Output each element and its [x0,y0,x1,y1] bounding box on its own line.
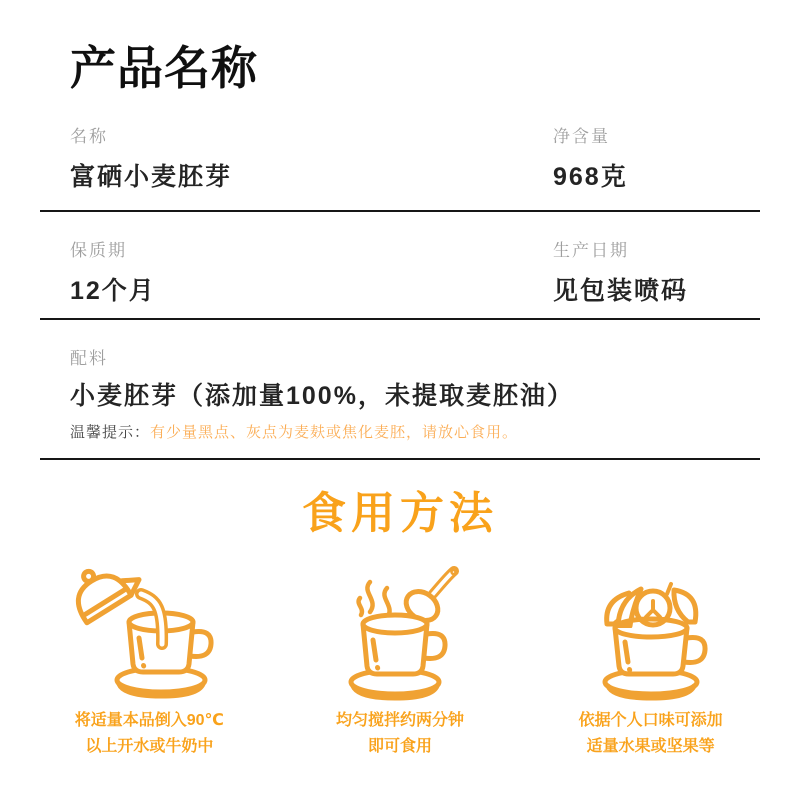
spec-cell-name [70,126,553,192]
spec-value: 968克 [553,163,628,191]
usage-section-title: 食用方法 [302,489,498,538]
spec-cell-net-weight [553,126,628,192]
usage-step-caption [336,708,464,760]
spec-value: 富硒小麦胚芽 [70,163,233,191]
spec-row-shelflife-date [40,212,760,320]
spec-row-name-weight [40,92,760,212]
caption-line-1: 均匀搅拌约两分钟 [336,712,465,729]
spec-label: 生产日期 [553,241,629,260]
caption-line-2: 以上开水或牛奶中 [85,738,214,755]
spec-cell-shelf-life [70,240,553,306]
spoon-stirring-bowl-icon [320,564,480,704]
caption-line-2: 即可食用 [368,738,433,755]
spec-label: 净含量 [553,127,610,146]
usage-step-caption [75,708,224,760]
spec-label: 名称 [70,127,108,146]
spec-value: 见包装喷码 [553,277,689,305]
spec-label: 保质期 [70,241,127,260]
kettle-pouring-cup-icon [69,564,229,704]
spec-value: 12个月 [70,277,156,305]
warm-tip-prefix: 温馨提示： [70,424,151,441]
page-title: 产品名称 [70,42,258,94]
caption-line-1: 依据个人口味可添加 [578,712,723,729]
usage-steps-row [0,564,800,760]
cup-with-fruits-icon [571,564,731,704]
usage-step-stir [275,564,526,760]
warm-tip-line [70,423,760,442]
caption-line-1: 将适量本品倒入90℃ [74,712,224,729]
spec-cell-production-date [553,240,688,306]
spec-table [40,92,760,460]
usage-step-add-fruits [525,564,776,760]
spec-row-ingredients [40,320,760,460]
usage-step-pour [24,564,275,760]
usage-step-caption [579,708,723,760]
caption-line-2: 适量水果或坚果等 [586,738,715,755]
spec-label: 配料 [70,349,108,368]
spec-value-ingredients: 小麦胚芽（添加量100%，未提取麦胚油） [70,382,574,410]
warm-tip-text: 有少量黑点、灰点为麦麸或焦化麦胚，请放心食用。 [150,424,519,441]
